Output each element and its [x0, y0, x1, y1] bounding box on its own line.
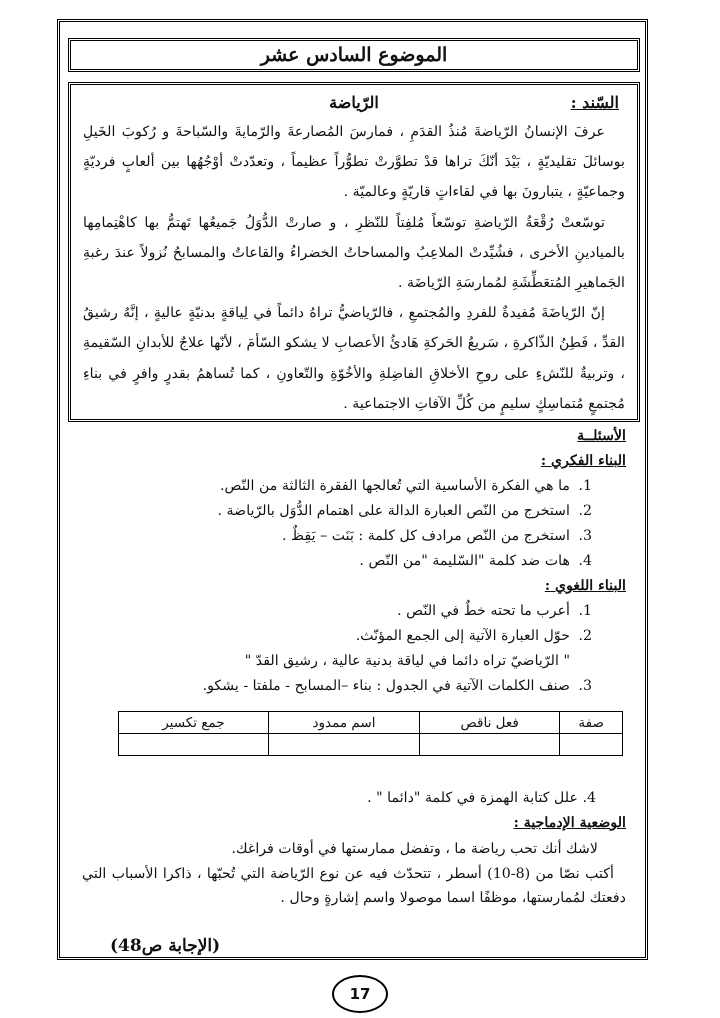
q-number: 1.: [578, 603, 592, 619]
fikri-heading: البناء الفكري :: [540, 453, 626, 469]
q-number: 1.: [578, 478, 592, 494]
table-header-cell: صفة: [560, 712, 623, 734]
q-text: أعرب ما تحته خطٌ في النّص .: [397, 603, 570, 619]
lughawi-quote: " الرّياضيّ تراه دائما في لياقة بدنية عالية ، رشيق القدّ ": [244, 653, 570, 669]
paragraph-2: توسّعتْ رُقْعَةُ الرّياضةِ توسّعاً مُلفِتاً للنّظرِ ، و صارتْ الدُّوَلُ جَميعُها تَهتمُّ بها كاهْتِمامِها بالميادينِ الأخرى ، فشُيِّدتْ الملاعِبُ والمساحاتُ الخضراءُ والقاعاتُ والمسابحُ نُزولاً عندَ رغبةِ الجَماهيرِ المُتعَطِّشَةِ لمُمارسَةِ الرّياضَة .: [83, 214, 625, 292]
text-title: الرّياضة: [329, 93, 379, 112]
q-text: صنف الكلمات الآتية في الجدول : بناء –المسابح - ملفتا - يشكو.: [202, 678, 570, 694]
idmaj-line2: أكتب نصّا من (8-10) أسطر ، تتحدّث فيه عن نوع الرّياضة التي تُحبّها ، ذاكرا الأسباب التي دفعتك لمُمارستها، موظفًا اسما موصولا واسم إشارةٍ وحال .: [82, 866, 626, 906]
fikri-q4: [82, 549, 626, 574]
sanad-label: السّند :: [570, 93, 619, 112]
fikri-q1: [82, 474, 626, 499]
page-title: الموضوع السادس عشر: [68, 38, 640, 72]
idmaj-line1: لاشك أنك تحب رياضة ما ، وتفضل ممارستها في أوقات فراغك.: [231, 841, 598, 857]
q-text: استخرج من النّص مرادف كل كلمة : بَنَت – يَقِظٌ .: [282, 528, 570, 544]
answer-reference: (الإجابة ص48): [110, 936, 221, 956]
q-text: هات ضد كلمة "السّليمة "من النّص .: [359, 553, 570, 569]
lughawi-q3: [82, 674, 626, 699]
table-cell: [119, 734, 269, 756]
table-header-cell: فعل ناقص: [420, 712, 560, 734]
fikri-q2: [82, 499, 626, 524]
q-number: 2.: [578, 503, 592, 519]
q-number: 3.: [578, 528, 592, 544]
table-cell: [268, 734, 419, 756]
integration-section: [68, 786, 640, 910]
fikri-q3: [82, 524, 626, 549]
q-number: 2.: [578, 628, 592, 644]
table-empty-row: [119, 734, 623, 756]
paragraph-1: عرفَ الإنسانُ الرّياضةَ مُنذُ القدَمِ ، فمارسَ المُصارعةَ والرّمايةَ والسّباحةَ و رُكوبَ الخَيلِ بوسائلَ تقليديّةٍ ، بَيْدَ أنّكَ تراها قدْ تطوَّرتْ تطوُّراً عظيماً ، وتعدّدتْ أوْجُهُها بين ألعابٍ فرديّةٍ وجماعيّةٍ ، يتبارونَ بها في لقاءاتٍ قاريّةٍ وعالميّة .: [83, 124, 625, 201]
lughawi-heading: البناء اللغوي :: [544, 578, 626, 594]
lughawi-q1: [82, 599, 626, 624]
lughawi-q2: [82, 624, 626, 649]
table-cell: [420, 734, 560, 756]
questions-section: [68, 424, 640, 699]
table-header-row: [119, 712, 623, 734]
table-header-cell: جمع تكسير: [119, 712, 269, 734]
idmaj-heading: الوضعية الإدماجية :: [513, 815, 626, 831]
q-number: 3.: [578, 678, 592, 694]
q-text: ما هي الفكرة الأساسية التي تُعالجها الفقرة الثالثة من النّص.: [220, 478, 570, 494]
classification-table: [118, 711, 623, 756]
table-header-cell: اسم ممدود: [268, 712, 419, 734]
q4-hamza: 4. علل كتابة الهمزة في كلمة "دائما " .: [367, 790, 596, 806]
sanad-box: [68, 82, 640, 422]
table-cell: [560, 734, 623, 756]
paragraph-3: إنّ الرّياضَةَ مُفيدةٌ للفردِ والمُجتمعِ ، فالرّياضيُّ تراهُ دائماً في لِياقةٍ بدنيّةٍ عاليةٍ ، إنَّهُ رشيقُ القدِّ ، فَطِنُ الذّاكرةِ ، سَريعُ الحَركةِ هَادئُ الأعصابِ لا يشكو السّأمَ ، لأنّها علاجٌ للأبدانِ السّقيمةِ ، وتربيةٌ للنّشءِ على روحِ الأخلاقِ الفاضِلةِ والأخُوّةِ والتّعاونِ ، كما تُساهمُ بقدرٍ وافرٍ في بناءِ مُجتمعٍ مُتماسِكٍ سليمٍ من كُلِّ الآفاتِ الاجتماعية .: [83, 305, 625, 412]
page-number: 17: [332, 975, 388, 1013]
q-text: حوّل العبارة الآتية إلى الجمع المؤنّث.: [355, 628, 570, 644]
q-text: استخرج من النّص العبارة الدالة على اهتمام الدُّوَل بالرّياضة .: [217, 503, 570, 519]
questions-heading: الأسئلــة: [577, 428, 626, 444]
q-number: 4.: [578, 553, 592, 569]
